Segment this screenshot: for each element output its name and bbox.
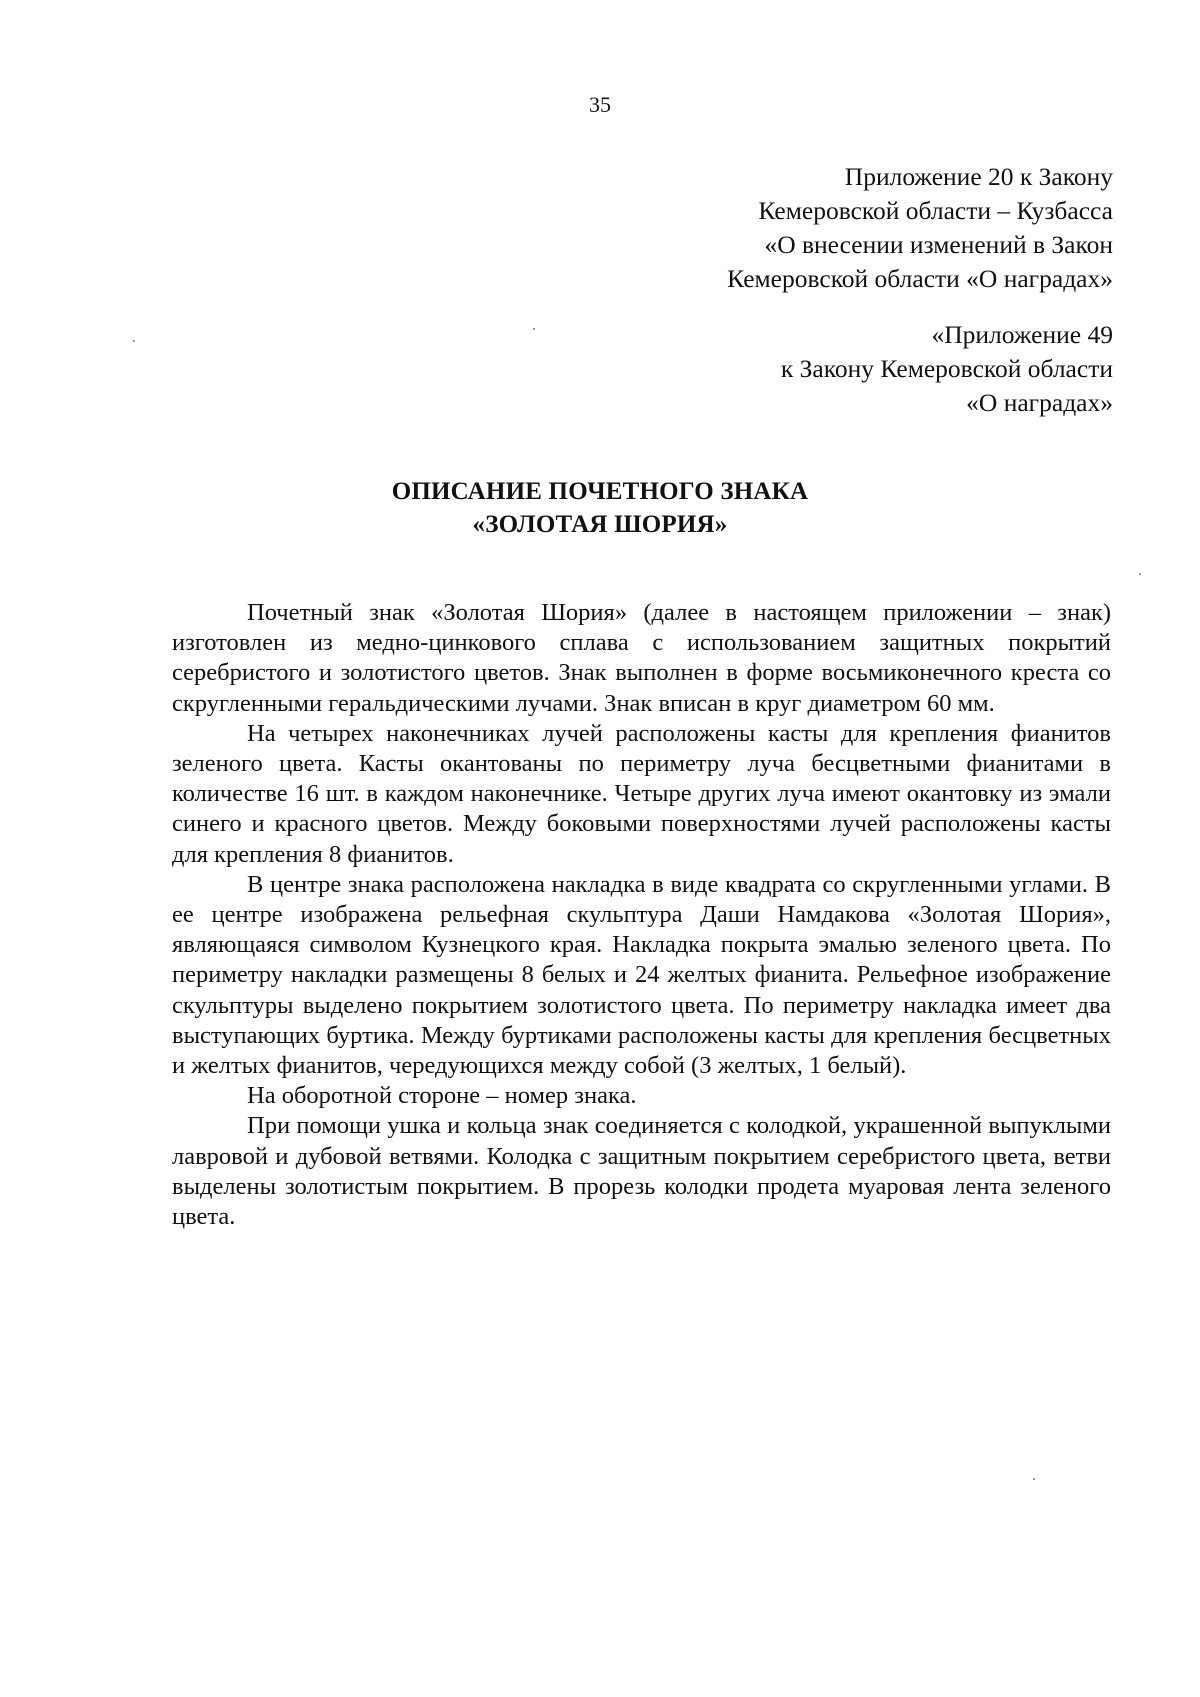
annex-header-line: «О внесении изменений в Закон	[764, 230, 1113, 259]
page-number: 35	[589, 92, 611, 117]
title-line: ОПИСАНИЕ ПОЧЕТНОГО ЗНАКА	[391, 478, 809, 505]
annex-sub-line: «О наградах»	[966, 388, 1113, 417]
document-body	[172, 598, 1111, 1232]
annex-header	[727, 160, 1113, 296]
scan-speck	[1139, 573, 1141, 575]
scan-speck	[1033, 1478, 1035, 1480]
annex-sub-line: «Приложение 49	[931, 320, 1113, 349]
body-paragraph: При помощи ушка и кольца знак соединяется с колодкой, украшенной выпуклыми лавровой и дубовой ветвями. Колодка с защитным покрытием серебристого цвета, ветви выделены золотистым покрытием. В прорезь колодки продета муаровая лента зеленого цвета.	[172, 1112, 1111, 1231]
body-paragraph: На четырех наконечниках лучей расположены касты для крепления фианитов зеленого цвета. Касты окантованы по периметру луча бесцветными фианитами в количестве 16 шт. в каждом наконечнике. Четыре других луча имеют окантовку из эмали синего и красного цветов. Между боковыми поверхностями лучей расположены касты для крепления 8 фианитов.	[172, 719, 1111, 868]
body-paragraph: На оборотной стороне – номер знака.	[247, 1082, 637, 1110]
annex-header-line: Кемеровской области «О наградах»	[727, 264, 1113, 293]
body-paragraph: Почетный знак «Золотая Шория» (далее в настоящем приложении – знак) изготовлен из медно-цинкового сплава с использованием защитных покрытий серебристого и золотистого цветов. Знак выполнен в форме восьмиконечного креста со скругленными геральдическими лучами. Знак вписан в круг диаметром 60 мм.	[172, 599, 1111, 717]
scan-speck	[133, 340, 135, 342]
annex-header-line: Приложение 20 к Закону	[844, 162, 1113, 191]
annex-header-line: Кемеровской области – Кузбасса	[758, 196, 1113, 225]
body-paragraph: В центре знака расположена накладка в виде квадрата со скругленными углами. В ее центре изображена рельефная скульптура Даши Намдакова «Золотая Шория», являющаяся символом Кузнецкого края. Накладка покрыта эмалью зеленого цвета. По периметру накладки размещены 8 белых и 24 желтых фианита. Рельефное изображение скульптуры выделено покрытием золотистого цвета. По периметру накладка имеет два выступающих буртика. Между буртиками расположены касты для крепления бесцветных и желтых фианитов, чередующихся между собой (3 желтых, 1 белый).	[172, 870, 1111, 1080]
annex-sub-header	[781, 318, 1113, 420]
annex-sub-line: к Закону Кемеровской области	[780, 354, 1113, 383]
document-title	[0, 475, 1200, 541]
title-line: «ЗОЛОТАЯ ШОРИЯ»	[472, 511, 728, 538]
scan-speck	[533, 328, 535, 330]
